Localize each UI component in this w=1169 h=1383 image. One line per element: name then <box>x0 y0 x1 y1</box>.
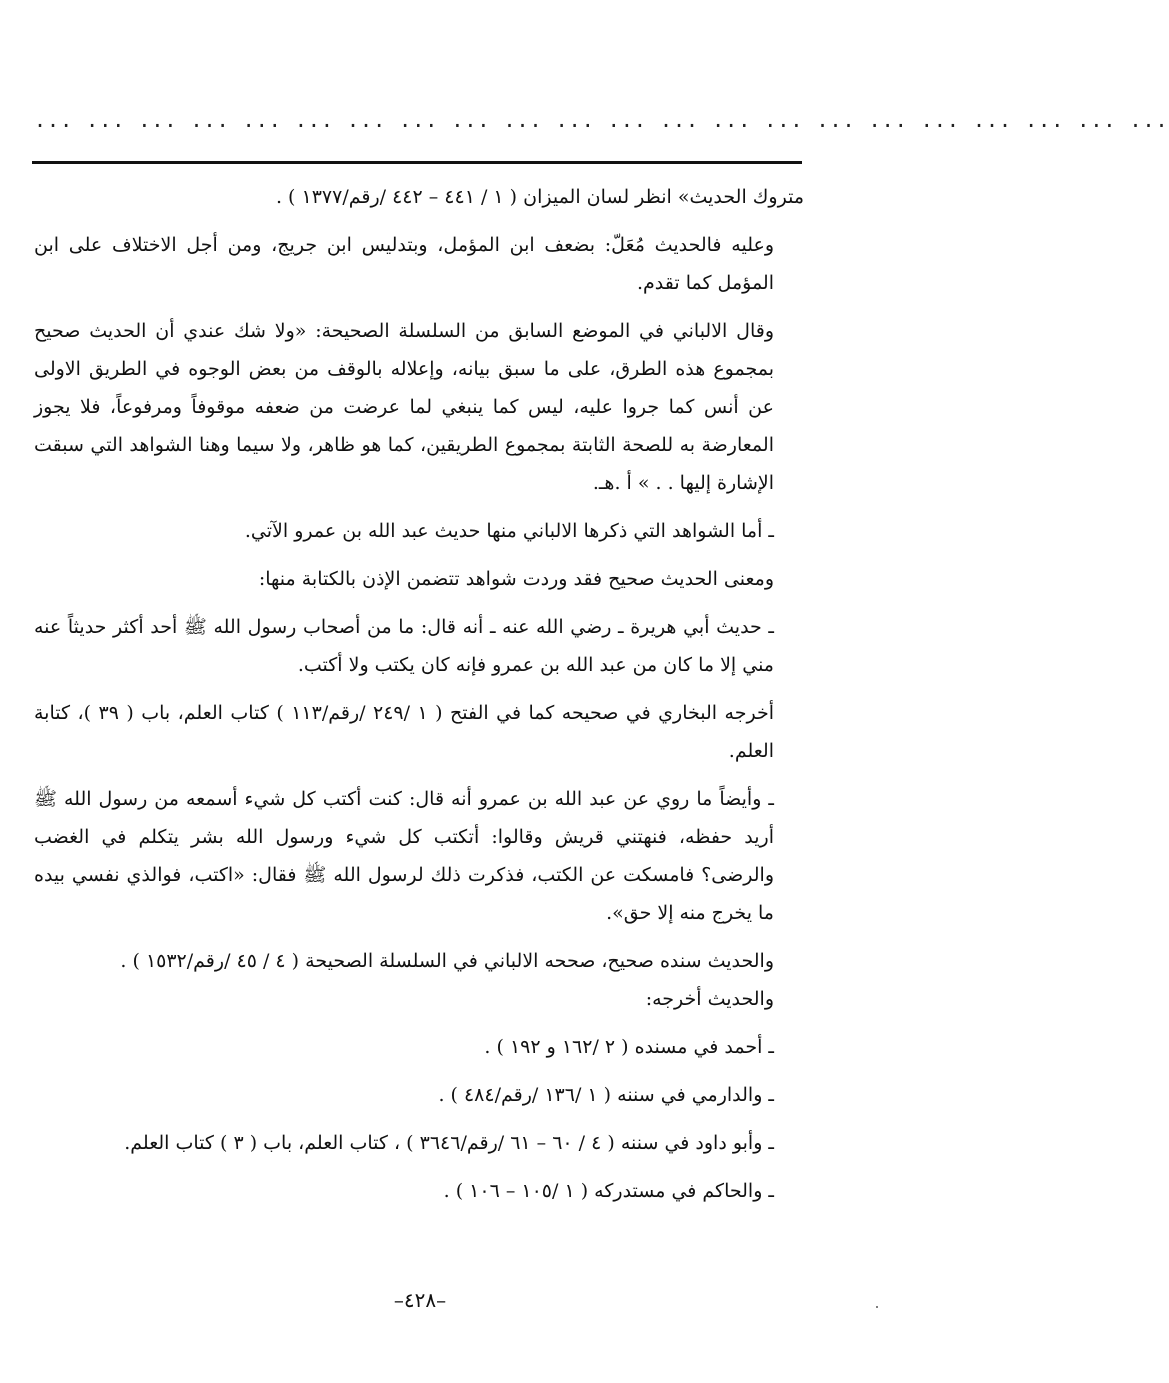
paragraph-8: ـ وأيضاً ما روي عن عبد الله بن عمرو أنه قال: كنت أكتب كل شيء أسمعه من رسول الله ﷺ أريد حفظه، فنهتني قريش وقالوا: أتكتب كل شيء ورسول الله بشر يتكلم في الغضب والرضى؟ فامسكت عن الكتب، فذكرت ذلك لرسول الله ﷺ فقال: «اكتب، فوالذي نفسي بيده ما يخرج منه إلا حق». <box>34 788 774 924</box>
list-item-1: ـ أحمد في مسنده ( ٢ /١٦٢ و ١٩٢ ) . <box>484 1036 774 1058</box>
paragraph-7: أخرجه البخاري في صحيحه كما في الفتح ( ١ /٢٤٩ /رقم/١١٣ ) كتاب العلم، باب ( ٣٩ )، كتابة العلم. <box>34 702 774 762</box>
list-item-3: ـ وأبو داود في سننه ( ٤ / ٦٠ – ٦١ /رقم/٣٦٤٦ ) ، كتاب العلم، باب ( ٣ ) كتاب العلم. <box>124 1132 774 1154</box>
footnote-separator-rule <box>32 161 802 164</box>
page-number: –٤٢٨– <box>393 1288 447 1312</box>
paragraph-1: متروك الحديث» انظر لسان الميزان ( ١ / ٤٤١ – ٤٤٢ /رقم/١٣٧٧ ) . <box>275 186 804 208</box>
list-item-2: ـ والدارمي في سننه ( ١ /١٣٦ /رقم/٤٨٤ ) . <box>438 1084 774 1106</box>
scan-speck <box>876 1306 878 1308</box>
list-item-4: ـ والحاكم في مستدركه ( ١ /١٠٥ – ١٠٦ ) . <box>443 1180 774 1202</box>
body-text <box>34 178 804 1210</box>
paragraph-10: والحديث أخرجه: <box>645 988 774 1010</box>
paragraph-2: وعليه فالحديث مُعَلّ: بضعف ابن المؤمل، وبتدليس ابن جريج، ومن أجل الاختلاف على ابن المؤمل كما تقدم. <box>34 234 774 294</box>
paragraph-5: ومعنى الحديث صحيح فقد وردت شواهد تتضمن الإذن بالكتابة منها: <box>258 568 774 590</box>
footnote-dotted-line: ... ... ... ... ... ... ... ... ... ... ... ... ... ... ... ... ... ... ... ... ... ... <box>34 108 1169 132</box>
paragraph-9: والحديث سنده صحيح، صححه الالباني في السلسلة الصحيحة ( ٤ / ٤٥ /رقم/١٥٣٢ ) . <box>120 950 774 972</box>
paragraph-6: ـ حديث أبي هريرة ـ رضي الله عنه ـ أنه قال: ما من أصحاب رسول الله ﷺ أحد أكثر حديثاً عنه مني إلا ما كان من عبد الله بن عمرو فإنه كان يكتب ولا أكتب. <box>34 616 774 676</box>
paragraph-4: ـ أما الشواهد التي ذكرها الالباني منها حديث عبد الله بن عمرو الآتي. <box>244 520 774 542</box>
paragraph-3: وقال الالباني في الموضع السابق من السلسلة الصحيحة: «ولا شك عندي أن الحديث صحيح بمجموع هذه الطرق، على ما سبق بيانه، وإعلاله بالوقف من بعض الوجوه في الطريق الاولى عن أنس كما جروا عليه، ليس كما ينبغي لما عرضت من ضعفه موقوفاً ومرفوعاً، فلا يجوز المعارضة به للصحة الثابتة بمجموع الطريقين، كما هو ظاهر، ولا سيما وهنا الشواهد التي سبقت الإشارة إليها . . » أ .هـ. <box>34 320 774 494</box>
